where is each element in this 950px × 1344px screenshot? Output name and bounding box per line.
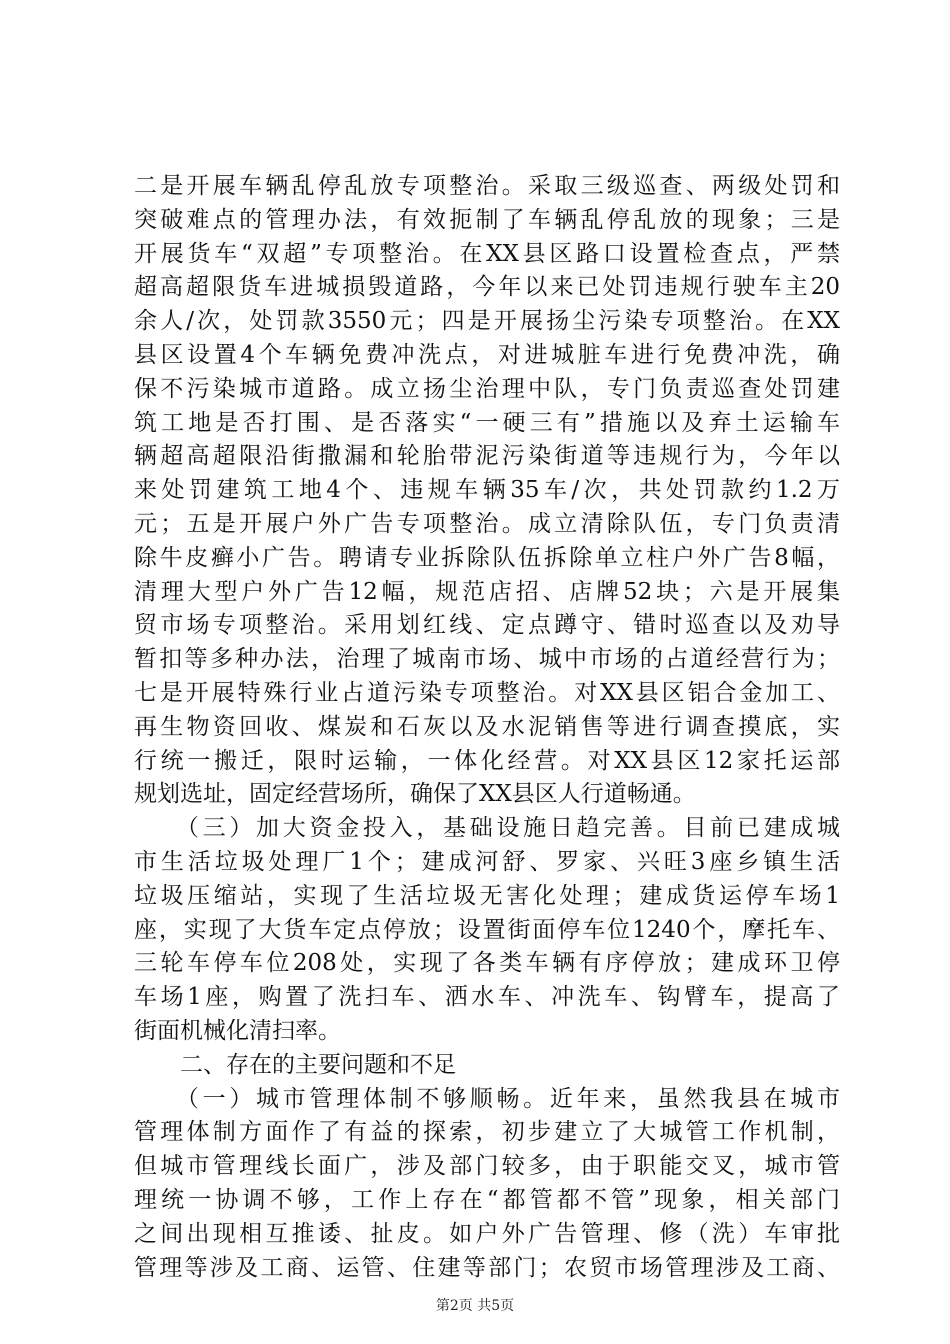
text-line: 街面机械化清扫率。 bbox=[134, 1017, 341, 1044]
text-line: 座，实现了大货车定点停放；设置街面停车位1240个，摩托车、 bbox=[134, 916, 840, 943]
text-line: 元；五是开展户外广告专项整治。成立清除队伍，专门负责清 bbox=[134, 510, 840, 537]
text-line: 管理体制方面作了有益的探索，初步建立了大城管工作机制， bbox=[134, 1119, 840, 1146]
text-line: 余人/次，处罚款3550元；四是开展扬尘污染专项整治。在XX bbox=[134, 308, 840, 335]
text-line: 辆超高超限沿街撒漏和轮胎带泥污染街道等违规行为，今年以 bbox=[134, 443, 840, 470]
paragraph-heading-line: （一）城市管理体制不够顺畅。近年来，虽然我县在城市 bbox=[134, 1085, 840, 1112]
text-line: 超高超限货车进城损毁道路，今年以来已处罚违规行驶车主20 bbox=[134, 274, 840, 301]
section-heading: 二、存在的主要问题和不足 bbox=[134, 1051, 456, 1078]
text-line: 筑工地是否打围、是否落实“一硬三有”措施以及弃土运输车 bbox=[134, 409, 840, 436]
text-line: 二是开展车辆乱停乱放专项整治。采取三级巡查、两级处罚和 bbox=[134, 173, 840, 199]
text-line: 贸市场专项整治。采用划红线、定点蹲守、错时巡查以及劝导 bbox=[134, 612, 840, 639]
text-line: 开展货车“双超”专项整治。在XX县区路口设置检查点，严禁 bbox=[134, 240, 840, 267]
text-line: 清理大型户外广告12幅，规范店招、店牌52块；六是开展集 bbox=[134, 578, 840, 605]
paragraph-heading-line: （三）加大资金投入，基础设施日趋完善。目前已建成城 bbox=[134, 815, 840, 842]
page-footer: 第2页 共5页 bbox=[435, 1298, 515, 1314]
text-line: 垃圾压缩站，实现了生活垃圾无害化处理；建成货运停车场1 bbox=[134, 882, 840, 909]
text-line: 保不污染城市道路。成立扬尘治理中队，专门负责巡查处罚建 bbox=[134, 375, 840, 402]
text-line: 暂扣等多种办法，治理了城南市场、城中市场的占道经营行为； bbox=[134, 646, 840, 673]
text-line: 之间出现相互推诿、扯皮。如户外广告管理、修（洗）车审批 bbox=[134, 1220, 840, 1247]
text-line: 突破难点的管理办法，有效扼制了车辆乱停乱放的现象；三是 bbox=[134, 206, 840, 233]
text-line: 除牛皮癣小广告。聘请专业拆除队伍拆除单立柱户外广告8幅， bbox=[134, 544, 840, 571]
text-line: 来处罚建筑工地4个、违规车辆35车/次，共处罚款约1.2万 bbox=[134, 477, 840, 504]
text-line: 管理等涉及工商、运管、住建等部门；农贸市场管理涉及工商、 bbox=[134, 1254, 840, 1281]
text-line: 但城市管理线长面广，涉及部门较多，由于职能交叉，城市管 bbox=[134, 1153, 840, 1180]
document-body bbox=[134, 170, 840, 1285]
text-line: 三轮车停车位208处，实现了各类车辆有序停放；建成环卫停 bbox=[134, 950, 840, 977]
text-line: 七是开展特殊行业占道污染专项整治。对XX县区铝合金加工、 bbox=[134, 679, 840, 706]
text-line: 行统一搬迁，限时运输，一体化经营。对XX县区12家托运部 bbox=[134, 747, 840, 774]
text-line: 县区设置4个车辆免费冲洗点，对进城脏车进行免费冲洗，确 bbox=[134, 341, 840, 368]
text-line: 市生活垃圾处理厂1个；建成河舒、罗家、兴旺3座乡镇生活 bbox=[134, 848, 840, 875]
text-line: 理统一协调不够，工作上存在“都管都不管”现象，相关部门 bbox=[134, 1186, 840, 1213]
text-line: 规划选址，固定经营场所，确保了XX县区人行道畅通。 bbox=[134, 781, 696, 808]
text-line: 再生物资回收、煤炭和石灰以及水泥销售等进行调查摸底，实 bbox=[134, 713, 840, 740]
text-line: 车场1座，购置了洗扫车、洒水车、冲洗车、钩臂车，提高了 bbox=[134, 984, 840, 1011]
